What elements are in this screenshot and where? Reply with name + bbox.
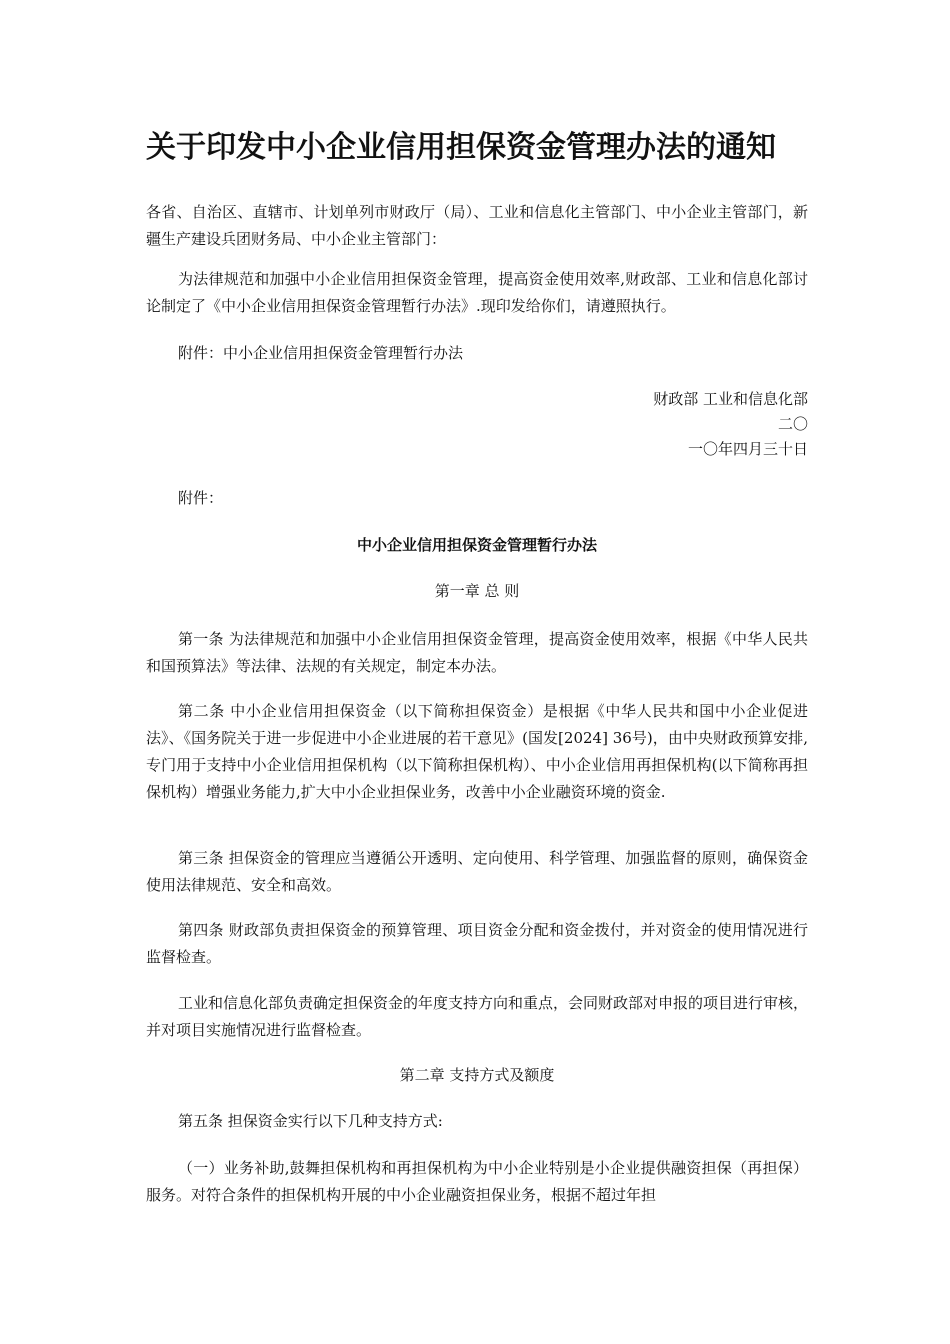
salutation: 各省、自治区、直辖市、计划单列市财政厅（局）、工业和信息化主管部门、中小企业主管部门，新疆生产建设兵团财务局、中小企业主管部门： xyxy=(146,203,808,248)
article-5: 第五条 担保资金实行以下几种支持方式: xyxy=(178,1112,443,1130)
chapter-heading-1: 第一章 总 则 xyxy=(434,582,520,600)
article-5-item-1: （一）业务补助,鼓舞担保机构和再担保机构为中小企业特别是小企业提供融资担保（再担保）服务。对符合条件的担保机构开展的中小企业融资担保业务，根据不超过年担 xyxy=(146,1159,808,1204)
article-1: 第一条 为法律规范和加强中小企业信用担保资金管理，提高资金使用效率，根据《中华人民共和国预算法》等法律、法规的有关规定，制定本办法。 xyxy=(146,630,808,675)
chapter-heading-2: 第二章 支持方式及额度 xyxy=(399,1066,555,1084)
article-4: 第四条 财政部负责担保资金的预算管理、项目资金分配和资金拨付，并对资金的使用情况进行监督检查。 xyxy=(146,921,808,966)
article-4-paragraph-2: 工业和信息化部负责确定担保资金的年度支持方向和重点，会同财政部对申报的项目进行审核，并对项目实施情况进行监督检查。 xyxy=(146,994,809,1039)
article-3: 第三条 担保资金的管理应当遵循公开透明、定向使用、科学管理、加强监督的原则，确保资金使用法律规范、安全和高效。 xyxy=(146,849,808,894)
attachment-line: 附件：中小企业信用担保资金管理暂行办法 xyxy=(178,344,464,362)
signature-year: 二〇 xyxy=(777,415,808,433)
intro-paragraph: 为法律规范和加强中小企业信用担保资金管理，提高资金使用效率,财政部、工业和信息化部讨论制定了《中小企业信用担保资金管理暂行办法》.现印发给你们，请遵照执行。 xyxy=(146,270,808,315)
signature-issuers: 财政部 工业和信息化部 xyxy=(653,390,808,408)
signature-date: 一〇年四月三十日 xyxy=(687,440,808,458)
law-title: 中小企业信用担保资金管理暂行办法 xyxy=(356,536,597,554)
document-title: 关于印发中小企业信用担保资金管理办法的通知 xyxy=(146,130,776,165)
article-2: 第二条 中小企业信用担保资金（以下简称担保资金）是根据《中华人民共和国中小企业促进法》、《国务院关于进一步促进中小企业进展的若干意见》(国发[2024] 36号)，由中央财政预算安排,专门用于支持中小企业信用担保机构（以下简称担保机构）、中小企业信用再担保机构(以下简称再担保机构）增强业务能力,扩大中小企业担保业务，改善中小企业融资环境的资金. xyxy=(146,702,808,801)
attachment-label: 附件： xyxy=(178,489,224,507)
